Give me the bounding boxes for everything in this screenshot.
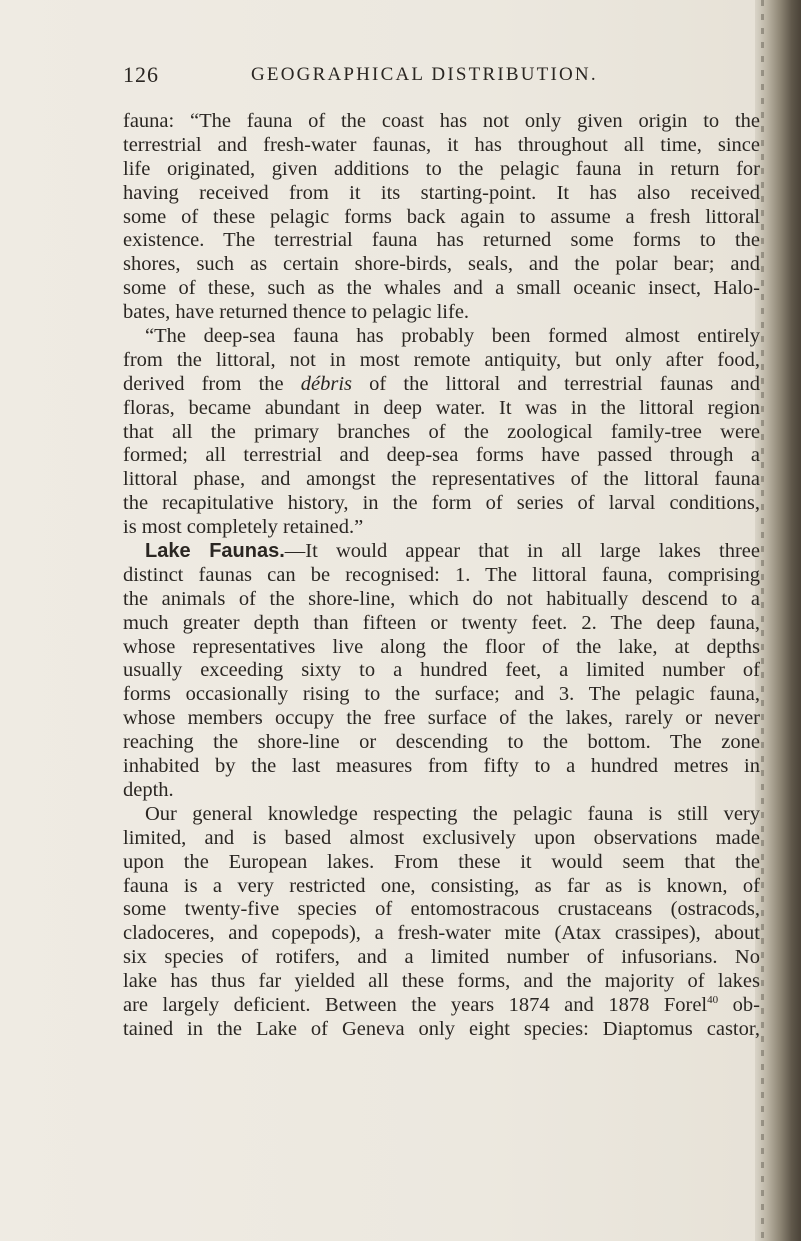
text-line: the recapitulative history, in the form of series of larval conditions,	[123, 492, 760, 515]
text-line: limited, and is based almost exclusively upon observations made	[123, 826, 760, 849]
text-line: usually exceeding sixty to a hundred feet, a limited number of	[123, 659, 760, 682]
text-fragment: derived from the	[123, 372, 301, 395]
text-line: “The deep-sea fauna has probably been formed almost entirely	[145, 325, 760, 348]
text-line: bates, have returned thence to pelagic life.	[123, 301, 470, 324]
text-line: fauna: “The fauna of the coast has not only given origin to the	[123, 110, 760, 132]
text-line: six species of rotifers, and a limited number of infusorians. No	[123, 946, 760, 969]
text-line: from the littoral, not in most remote antiquity, but only after food,	[123, 348, 760, 371]
text-line: existence. The terrestrial fauna has returned some forms to the	[123, 229, 760, 252]
text-line: having received from it its starting-point. It has also received	[123, 181, 760, 204]
text-line: whose members occupy the free surface of the lakes, rarely or never	[123, 707, 760, 730]
text-line: terrestrial and fresh-water faunas, it has throughout all time, since	[123, 133, 760, 156]
text-fragment: ob-	[718, 993, 761, 1016]
text-line: inhabited by the last measures from fifty to a hundred metres in	[123, 755, 760, 778]
text-line: much greater depth than fifteen or twenty feet. 2. The deep fauna,	[123, 611, 760, 634]
text-line: cladoceres, and copepods), a fresh-water mite (Atax crassipes), about	[123, 922, 760, 945]
text-line: shores, such as certain shore-birds, seals, and the polar bear; and	[123, 253, 760, 276]
text-line: some twenty-five species of entomostracous crustaceans (ostracods,	[123, 898, 760, 921]
text-line: floras, became abundant in deep water. It was in the littoral region	[123, 396, 760, 419]
text-fragment: are largely deficient. Between the years 1874 and 1878 Forel	[123, 993, 708, 1016]
text-line: depth.	[123, 778, 174, 801]
text-line: forms occasionally rising to the surface; and 3. The pelagic fauna,	[123, 683, 760, 706]
text-line: formed; all terrestrial and deep-sea forms have passed through a	[123, 444, 760, 467]
page-number: 126	[123, 62, 159, 87]
text-line: upon the European lakes. From these it would seem that the	[123, 850, 760, 873]
footnote-reference: 40	[707, 993, 719, 1006]
body-text	[123, 110, 760, 1042]
book-binding-edge	[755, 0, 801, 1241]
running-head	[123, 62, 763, 92]
text-line: the animals of the shore-line, which do not habitually descend to a	[123, 587, 760, 610]
text-line: some of these, such as the whales and a small oceanic insect, Halo-	[123, 277, 760, 300]
text-line: some of these pelagic forms back again to assume a fresh littoral	[123, 205, 760, 228]
text-line: is most completely retained.”	[123, 516, 364, 539]
text-line: tained in the Lake of Geneva only eight species: Diaptomus castor,	[123, 1017, 760, 1040]
text-line: that all the primary branches of the zoological family-tree were	[123, 420, 760, 443]
text-line: fauna is a very restricted one, consisting, as far as is known, of	[123, 874, 760, 897]
text-line-forel	[123, 994, 760, 1018]
italic-term: débris	[300, 372, 353, 395]
text-fragment: —It would appear that in all large lakes three	[284, 540, 761, 563]
text-line: littoral phase, and amongst the representatives of the littoral fauna	[123, 468, 760, 491]
text-line-debris	[123, 373, 760, 397]
running-head-title: GEOGRAPHICAL DISTRIBUTION.	[251, 64, 598, 85]
text-line: lake has thus far yielded all these forms, and the majority of lakes	[123, 970, 760, 993]
text-line: Our general knowledge respecting the pelagic fauna is still very	[145, 802, 760, 825]
text-line: life originated, given additions to the pelagic fauna in return for	[123, 157, 760, 180]
section-heading: Lake Faunas.	[145, 540, 285, 563]
text-line: reaching the shore-line or descending to the bottom. The zone	[123, 731, 760, 754]
text-line: distinct faunas can be recognised: 1. The littoral fauna, comprising	[123, 563, 760, 586]
text-fragment: of the littoral and terrestrial faunas and	[352, 372, 760, 395]
section-heading-line	[123, 540, 760, 564]
text-line: whose representatives live along the floor of the lake, at depths	[123, 635, 760, 658]
